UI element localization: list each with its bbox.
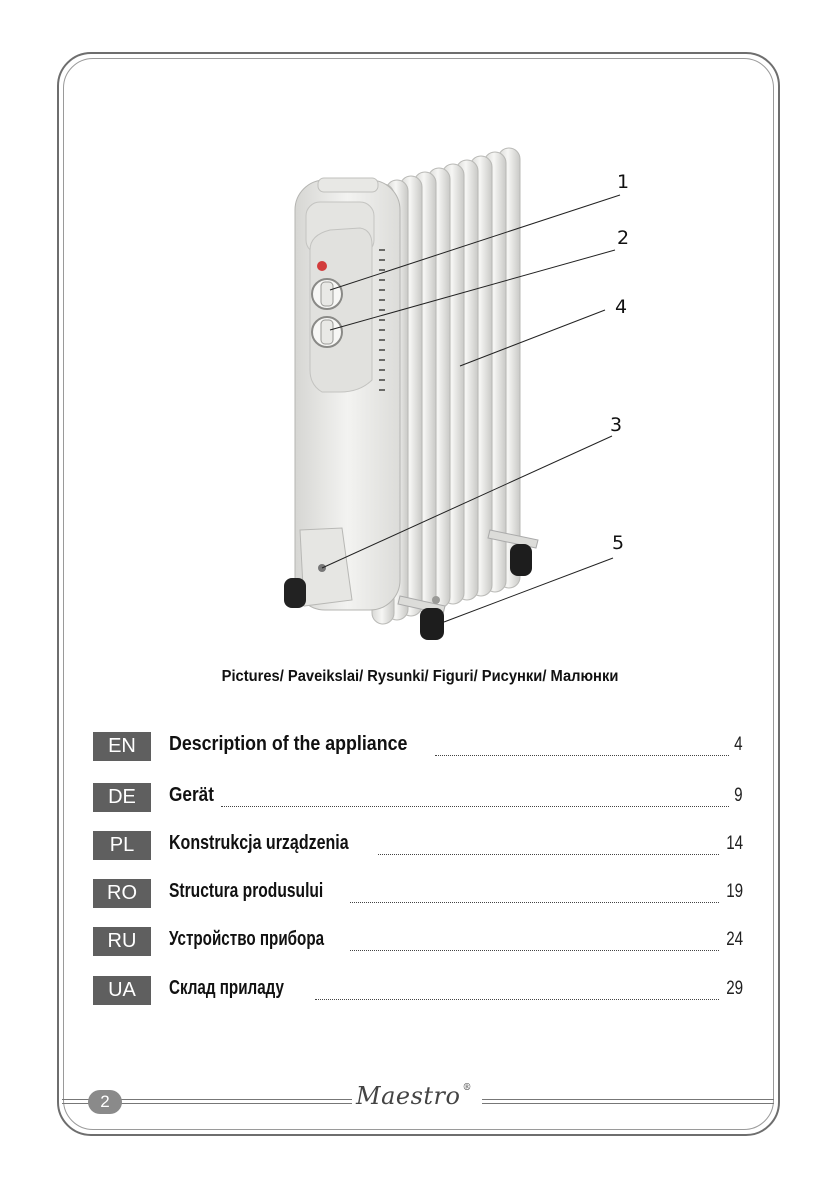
toc-page-number: 19 — [726, 881, 743, 902]
toc-title: Structura produsului — [169, 880, 324, 902]
toc-page-number: 4 — [734, 734, 743, 755]
brand-name: Maestro — [356, 1082, 461, 1110]
footer-rule-right — [482, 1099, 774, 1104]
dot-leader — [435, 747, 729, 756]
callout-2: 2 — [617, 227, 630, 249]
toc-page-number: 24 — [726, 929, 743, 950]
toc-title: Устройство прибора — [169, 928, 325, 950]
registered-mark: ® — [462, 1083, 472, 1093]
language-badge: RU — [93, 927, 151, 956]
dot-leader — [350, 894, 719, 903]
toc-title: Gerät — [169, 784, 214, 806]
callout-3: 3 — [610, 414, 623, 436]
figure-caption: Pictures/ Paveikslai/ Rysunki/ Figuri/ Рисунки/ Малюнки — [221, 668, 619, 685]
dot-leader — [378, 846, 719, 855]
page-number: 2 — [88, 1090, 122, 1114]
toc-entry-ru[interactable] — [93, 927, 743, 957]
callout-1: 1 — [617, 171, 630, 193]
toc-entry-ua[interactable] — [93, 976, 743, 1006]
dot-leader — [350, 942, 719, 951]
language-badge: PL — [93, 831, 151, 860]
oil-heater-illustration — [240, 130, 660, 650]
toc-entry-pl[interactable] — [93, 831, 743, 861]
brand-logo — [356, 1082, 472, 1110]
dot-leader — [315, 991, 719, 1000]
toc-title: Description of the appliance — [169, 733, 408, 755]
language-badge: DE — [93, 783, 151, 812]
toc-page-number: 29 — [726, 978, 743, 999]
toc-title: Konstrukcja urządzenia — [169, 832, 349, 854]
toc-title: Склад приладу — [169, 977, 284, 999]
language-badge: UA — [93, 976, 151, 1005]
toc-entry-en[interactable] — [93, 732, 743, 762]
language-badge: RO — [93, 879, 151, 908]
language-badge: EN — [93, 732, 151, 761]
heater-control-panel — [295, 178, 400, 610]
toc-entry-de[interactable] — [93, 783, 743, 813]
callout-5: 5 — [612, 532, 625, 554]
toc-entry-ro[interactable] — [93, 879, 743, 909]
toc-page-number: 14 — [726, 833, 743, 854]
dot-leader — [221, 798, 729, 807]
callout-4: 4 — [615, 296, 628, 318]
toc-page-number: 9 — [734, 785, 743, 806]
